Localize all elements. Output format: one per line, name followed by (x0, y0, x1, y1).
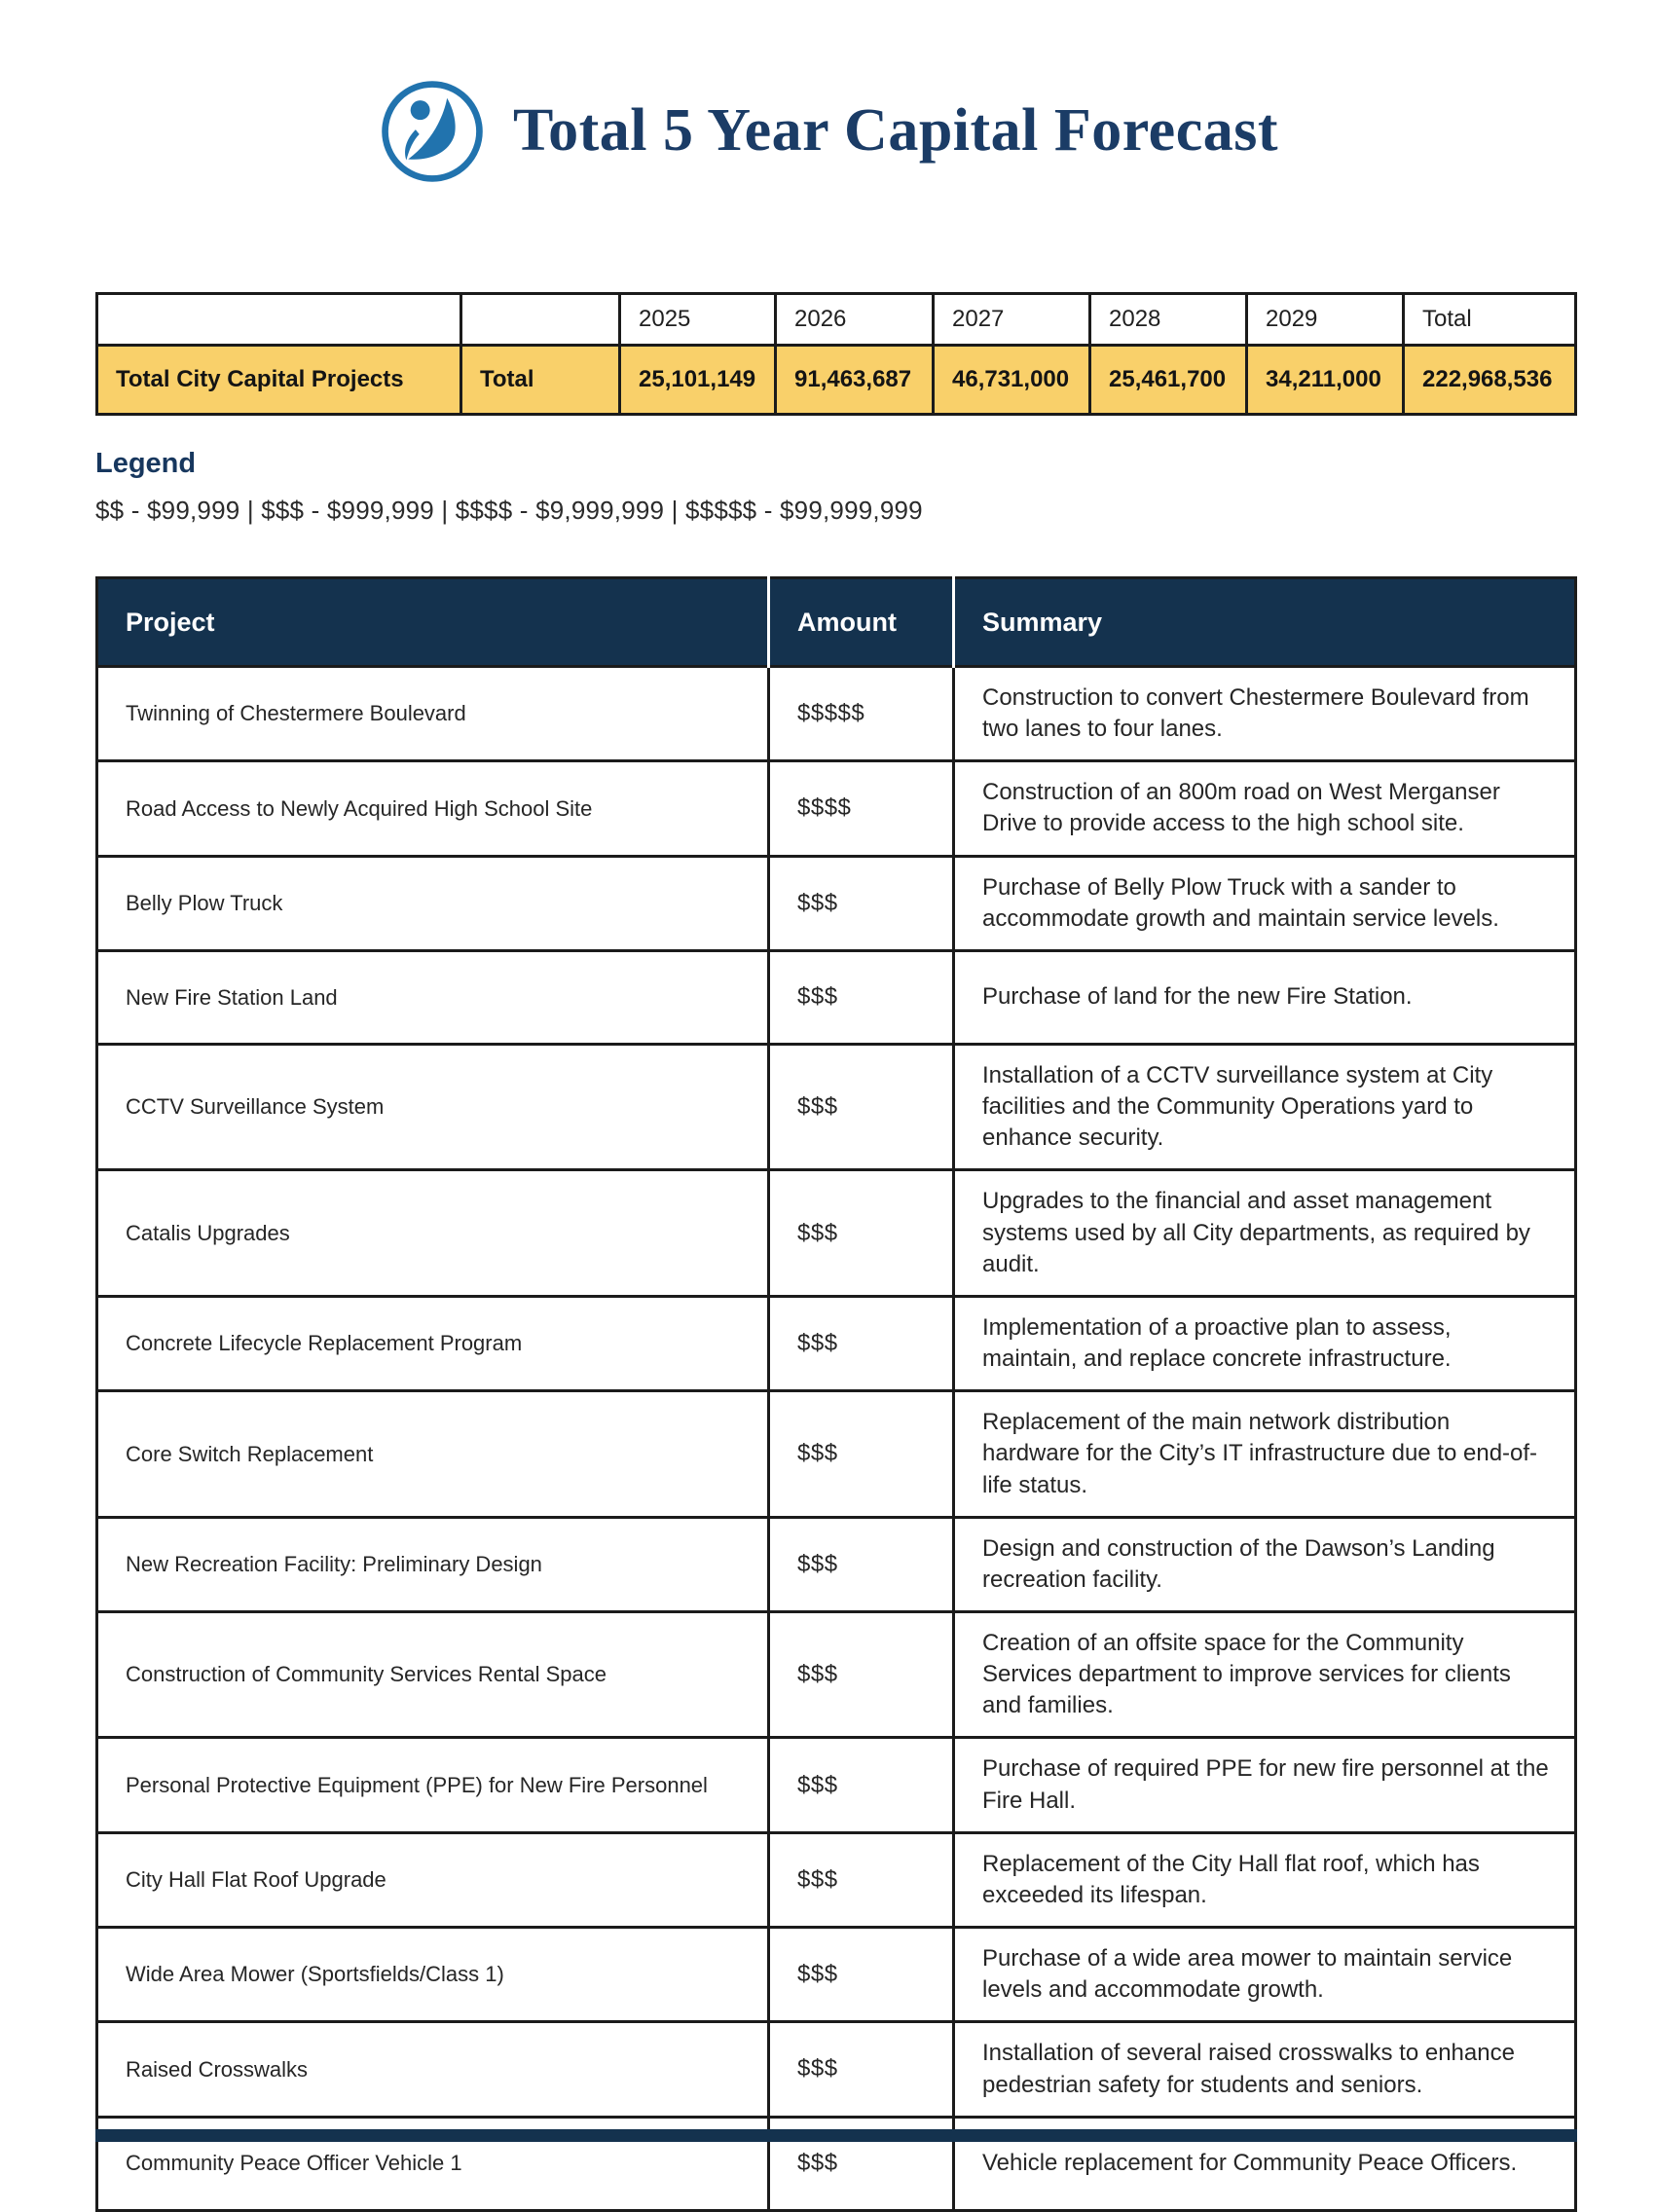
table-row (97, 1611, 1576, 1737)
year-header-cell: 2029 (1247, 294, 1404, 346)
project-name-cell: Community Peace Officer Vehicle 1 (97, 2117, 769, 2210)
project-name-cell: New Recreation Facility: Preliminary Design (97, 1517, 769, 1611)
amount-cell: $$$ (769, 1044, 954, 1169)
totals-row-type-label: Total (461, 346, 620, 415)
city-logo-icon (377, 76, 488, 187)
table-row (97, 1296, 1576, 1390)
summary-cell: Purchase of required PPE for new fire personnel at the Fire Hall. (954, 1738, 1576, 1832)
total-value-cell: 222,968,536 (1404, 346, 1576, 415)
summary-cell: Installation of several raised crosswalks to enhance pedestrian safety for students and seniors. (954, 2022, 1576, 2117)
table-row (97, 1832, 1576, 1927)
amount-cell: $$$$$ (769, 667, 954, 761)
project-name-cell: New Fire Station Land (97, 950, 769, 1044)
table-row (97, 1170, 1576, 1296)
table-row (97, 856, 1576, 950)
year-header-cell: 2027 (934, 294, 1090, 346)
projects-table (95, 576, 1577, 2212)
summary-cell: Construction of an 800m road on West Merganser Drive to provide access to the high school site. (954, 761, 1576, 856)
amount-cell: $$$ (769, 1296, 954, 1390)
project-name-cell: Core Switch Replacement (97, 1391, 769, 1517)
projects-table-body (97, 667, 1576, 2211)
summary-cell: Replacement of the main network distribution hardware for the City’s IT infrastructure due to end-of-life status. (954, 1391, 1576, 1517)
total-value-cell: 91,463,687 (776, 346, 934, 415)
blank-cell (97, 294, 461, 346)
table-row (97, 667, 1576, 761)
summary-year-header-row (97, 294, 1576, 346)
summary-cell: Purchase of land for the new Fire Station. (954, 950, 1576, 1044)
project-name-cell: Road Access to Newly Acquired High School Site (97, 761, 769, 856)
amount-cell: $$$ (769, 1928, 954, 2022)
table-row (97, 1517, 1576, 1611)
project-name-cell: Wide Area Mower (Sportsfields/Class 1) (97, 1928, 769, 2022)
table-row (97, 761, 1576, 856)
amount-cell: $$$ (769, 1517, 954, 1611)
year-header-cell: 2028 (1090, 294, 1247, 346)
amount-cell: $$$ (769, 1832, 954, 1927)
amount-cell: $$$ (769, 950, 954, 1044)
projects-header-row (97, 578, 1576, 667)
project-name-cell: CCTV Surveillance System (97, 1044, 769, 1169)
totals-row-label: Total City Capital Projects (97, 346, 461, 415)
amount-cell: $$$ (769, 856, 954, 950)
summary-cell: Purchase of Belly Plow Truck with a sander to accommodate growth and maintain service levels. (954, 856, 1576, 950)
summary-cell: Creation of an offsite space for the Community Services department to improve services for clients and families. (954, 1611, 1576, 1737)
amount-cell: $$$ (769, 1170, 954, 1296)
page-header (0, 76, 1655, 187)
project-name-cell: Construction of Community Services Rental Space (97, 1611, 769, 1737)
project-name-cell: City Hall Flat Roof Upgrade (97, 1832, 769, 1927)
table-row (97, 950, 1576, 1044)
footer-bar (95, 2129, 1577, 2142)
summary-totals-row (97, 346, 1576, 415)
summary-cell: Implementation of a proactive plan to assess, maintain, and replace concrete infrastructure. (954, 1296, 1576, 1390)
column-header-amount: Amount (769, 578, 954, 667)
total-value-cell: 46,731,000 (934, 346, 1090, 415)
project-name-cell: Catalis Upgrades (97, 1170, 769, 1296)
year-header-cell: 2025 (620, 294, 776, 346)
summary-cell: Installation of a CCTV surveillance system at City facilities and the Community Operations yard to enhance security. (954, 1044, 1576, 1169)
column-header-project: Project (97, 578, 769, 667)
amount-cell: $$$ (769, 2117, 954, 2210)
summary-cell: Upgrades to the financial and asset management systems used by all City departments, as required by audit. (954, 1170, 1576, 1296)
table-row (97, 1391, 1576, 1517)
column-header-summary: Summary (954, 578, 1576, 667)
project-name-cell: Concrete Lifecycle Replacement Program (97, 1296, 769, 1390)
total-value-cell: 25,101,149 (620, 346, 776, 415)
blank-cell (461, 294, 620, 346)
capital-totals-table (95, 292, 1577, 416)
summary-cell: Purchase of a wide area mower to maintain service levels and accommodate growth. (954, 1928, 1576, 2022)
project-name-cell: Raised Crosswalks (97, 2022, 769, 2117)
project-name-cell: Belly Plow Truck (97, 856, 769, 950)
summary-cell: Design and construction of the Dawson’s Landing recreation facility. (954, 1517, 1576, 1611)
amount-cell: $$$ (769, 2022, 954, 2117)
amount-cell: $$$$ (769, 761, 954, 856)
total-value-cell: 25,461,700 (1090, 346, 1247, 415)
summary-cell: Replacement of the City Hall flat roof, which has exceeded its lifespan. (954, 1832, 1576, 1927)
table-row (97, 1928, 1576, 2022)
amount-cell: $$$ (769, 1738, 954, 1832)
amount-cell: $$$ (769, 1391, 954, 1517)
table-row (97, 2022, 1576, 2117)
summary-cell: Vehicle replacement for Community Peace Officers. (954, 2117, 1576, 2210)
legend-section (95, 448, 923, 526)
amount-cell: $$$ (769, 1611, 954, 1737)
legend-entries: $$ - $99,999 | $$$ - $999,999 | $$$$ - $9,999,999 | $$$$$ - $99,999,999 (95, 496, 923, 525)
table-row (97, 1044, 1576, 1169)
project-name-cell: Twinning of Chestermere Boulevard (97, 667, 769, 761)
table-row (97, 1738, 1576, 1832)
year-header-cell: Total (1404, 294, 1576, 346)
legend-heading: Legend (95, 448, 197, 479)
summary-cell: Construction to convert Chestermere Boulevard from two lanes to four lanes. (954, 667, 1576, 761)
project-name-cell: Personal Protective Equipment (PPE) for New Fire Personnel (97, 1738, 769, 1832)
page-title: Total 5 Year Capital Forecast (513, 97, 1278, 165)
year-header-cell: 2026 (776, 294, 934, 346)
total-value-cell: 34,211,000 (1247, 346, 1404, 415)
